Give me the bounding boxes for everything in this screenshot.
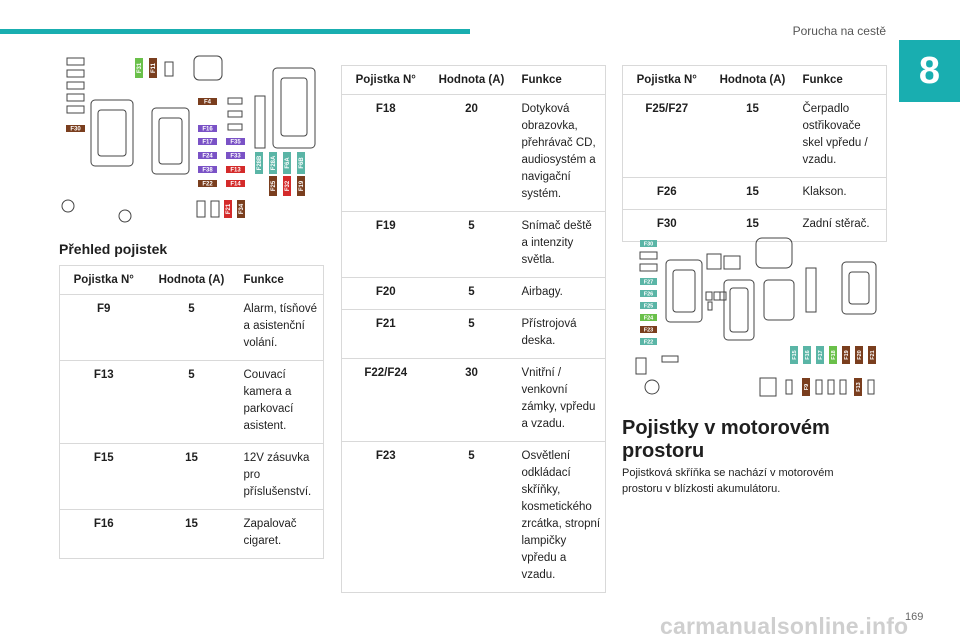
fuse-f24-label: F24 xyxy=(643,315,654,322)
fuse-cell: F23 xyxy=(375,450,396,462)
table-header-row xyxy=(623,66,887,95)
table-row xyxy=(342,442,606,593)
fuse-f25-label: F25 xyxy=(271,180,277,192)
page-number: 169 xyxy=(905,611,924,623)
overview-title: Přehled pojistek xyxy=(59,241,168,257)
header-fuse: Pojistka N° xyxy=(60,266,148,295)
fuse-cell: F22/F24 xyxy=(342,359,430,442)
function-cell: Zapalovač cigaret. xyxy=(243,518,297,547)
fuse-cell: F13 xyxy=(60,361,148,444)
fuse-f27-label: F27 xyxy=(643,279,654,286)
function-cell: Alarm, tísňové a asistenční volání. xyxy=(236,295,324,361)
fuse-f18-label: F18 xyxy=(831,350,837,360)
fuse-cell: F15 xyxy=(60,444,148,510)
fuse-cell: F16 xyxy=(93,518,114,530)
fuse-f15-label: F15 xyxy=(792,350,798,360)
amps-cell: 5 xyxy=(430,212,514,278)
fuse-f25-label: F25 xyxy=(643,303,654,310)
fuse-cell: F26 xyxy=(623,178,711,210)
function-cell: 12V zásuvka pro příslušenství. xyxy=(236,444,324,510)
table-header-row xyxy=(60,266,324,295)
table-row xyxy=(342,95,606,212)
fuse-cell: F20 xyxy=(342,278,430,310)
fuse-f17-label: F17 xyxy=(818,350,824,360)
fuse-f35-label: F35 xyxy=(230,139,241,146)
fuse-f30-label: F30 xyxy=(643,241,654,248)
top-accent-bar xyxy=(0,29,470,34)
fuse-f16-label: F16 xyxy=(805,350,811,360)
function-cell: Osvětlení odkládací skříňky, kosmetického zrcátka, stropní lampičky vpředu a vzadu. xyxy=(521,450,601,581)
header-function: Funkce xyxy=(795,66,887,95)
function-cell: Dotyková obrazovka, přehrávač CD, audiosystém a navigační systém. xyxy=(514,95,606,212)
function-cell: Zadní stěrač. xyxy=(802,218,870,230)
fuse-cell: F21 xyxy=(342,310,430,359)
function-cell: Couvací kamera a parkovací asistent. xyxy=(236,361,324,444)
function-cell: Vnitřní / venkovní zámky, vpředu a vzadu. xyxy=(514,359,606,442)
fuse-table-1 xyxy=(59,265,324,559)
fuse-f33-label: F33 xyxy=(230,153,241,160)
fuse-f24-label: F24 xyxy=(202,153,213,160)
header-function: Funkce xyxy=(236,266,324,295)
fuse-f16-label: F16 xyxy=(202,126,213,133)
table-row xyxy=(623,95,887,178)
table-row xyxy=(60,361,324,444)
fuse-f28a-label: F28A xyxy=(271,155,277,171)
table-row xyxy=(342,359,606,442)
fuse-f13-label: F13 xyxy=(856,382,862,392)
fuse-f17-label: F17 xyxy=(202,139,213,146)
fuse-cell: F30 xyxy=(656,218,677,230)
fuse-cell: F18 xyxy=(342,95,430,212)
header-amps: Hodnota (A) xyxy=(430,66,514,95)
fuse-f31-label: F31 xyxy=(137,62,143,74)
fuse-table-2 xyxy=(341,65,606,593)
section-title: Porucha na cestě xyxy=(792,24,886,38)
fuse-f32-label: F32 xyxy=(285,180,291,192)
fuse-f6b-label: F6B xyxy=(299,157,305,169)
amps-cell: 15 xyxy=(711,178,795,210)
fuse-f19-label: F19 xyxy=(844,350,850,360)
fuse-f14-label: F14 xyxy=(230,181,241,188)
header-amps: Hodnota (A) xyxy=(711,66,795,95)
table-row xyxy=(60,295,324,361)
fuse-f23-label: F23 xyxy=(643,327,654,334)
engine-fusebox-diagram xyxy=(628,232,890,404)
header-function: Funkce xyxy=(514,66,606,95)
header-fuse: Pojistka N° xyxy=(623,66,711,95)
amps-cell: 15 xyxy=(148,444,236,510)
amps-cell: 15 xyxy=(185,518,198,530)
fuse-f4-label: F4 xyxy=(203,99,212,106)
fuse-f30-label: F30 xyxy=(70,126,81,133)
fuse-f21-label: F21 xyxy=(870,350,876,360)
table-row xyxy=(342,212,606,278)
engine-fuses-text: Pojistková skříňka se nachází v motorovém prostoru v blízkosti akumulátoru. xyxy=(622,467,834,495)
fuse-f6a-label: F6A xyxy=(285,157,291,169)
amps-cell: 20 xyxy=(430,95,514,212)
table-row xyxy=(623,178,887,210)
amps-cell: 5 xyxy=(468,450,475,462)
cabin-fusebox-diagram xyxy=(55,48,325,228)
amps-cell: 5 xyxy=(430,310,514,359)
fuse-cell: F9 xyxy=(60,295,148,361)
fuse-f28b-label: F28B xyxy=(257,155,263,171)
amps-cell: 15 xyxy=(746,218,759,230)
fuse-f11-label: F11 xyxy=(151,62,157,74)
table-row xyxy=(60,510,324,559)
fuse-f38-label: F38 xyxy=(202,167,213,174)
watermark: carmanualsonline.info xyxy=(660,613,909,639)
table-row xyxy=(60,444,324,510)
fuse-f34-label: F34 xyxy=(239,203,245,215)
fuse-cell: F19 xyxy=(342,212,430,278)
amps-cell: 5 xyxy=(430,278,514,310)
amps-cell: 5 xyxy=(148,361,236,444)
function-cell: Airbagy. xyxy=(514,278,606,310)
chapter-tab: 8 xyxy=(899,40,960,102)
function-cell: Snímač deště a intenzity světla. xyxy=(514,212,606,278)
engine-fuses-title: Pojistky v motorovém prostoru xyxy=(622,417,830,462)
header-amps: Hodnota (A) xyxy=(148,266,236,295)
fuse-cell: F25/F27 xyxy=(623,95,711,178)
fuse-f26-label: F26 xyxy=(643,291,654,298)
fuse-f22-label: F22 xyxy=(643,339,654,346)
function-cell: Přístrojová deska. xyxy=(514,310,606,359)
header-fuse: Pojistka N° xyxy=(342,66,430,95)
fuse-f13-label: F13 xyxy=(230,167,241,174)
amps-cell: 5 xyxy=(148,295,236,361)
fuse-f21-label: F21 xyxy=(226,203,232,215)
fuse-f19-label: F19 xyxy=(299,180,305,192)
fuse-table-3 xyxy=(622,65,887,242)
function-cell: Čerpadlo ostřikovače skel vpředu / vzadu. xyxy=(795,95,887,178)
function-cell: Klakson. xyxy=(795,178,887,210)
table-header-row xyxy=(342,66,606,95)
amps-cell: 15 xyxy=(711,95,795,178)
table-row xyxy=(342,310,606,359)
fuse-f9-label: F9 xyxy=(804,383,810,391)
fuse-f22-label: F22 xyxy=(202,181,213,188)
amps-cell: 30 xyxy=(430,359,514,442)
table-row xyxy=(342,278,606,310)
fuse-f20-label: F20 xyxy=(857,350,863,360)
